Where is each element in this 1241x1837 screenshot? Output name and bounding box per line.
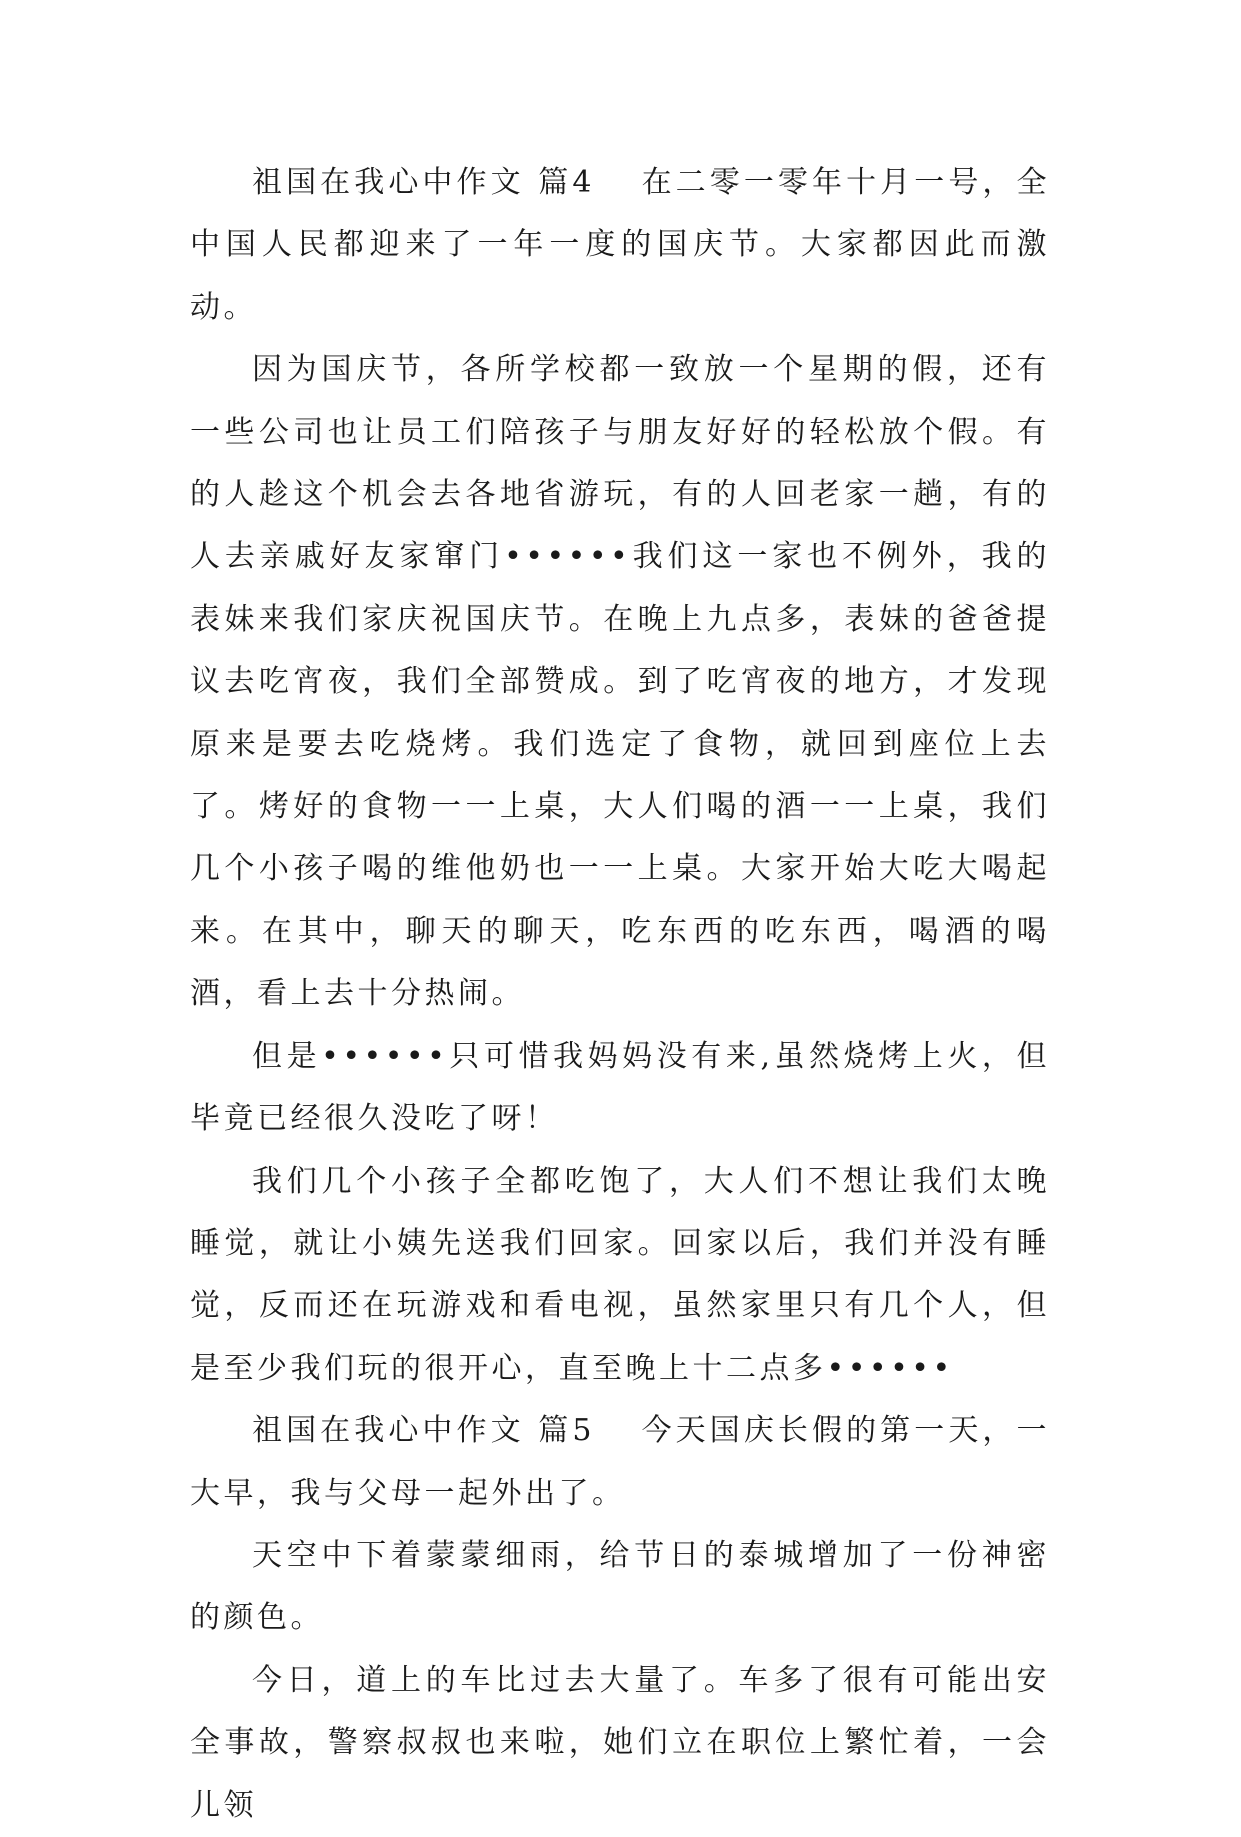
essay-heading-5: 祖国在我心中作文 篇5 [252, 1413, 595, 1449]
paragraph-text: 在二零一零年十月一号，全中国人民都迎来了一年一度的国庆节。大家都因此而激动。 [190, 165, 1051, 325]
paragraph-essay-5-intro [190, 1400, 1050, 1525]
essay-heading-4: 祖国在我心中作文 篇4 [252, 165, 595, 200]
paragraph: 但是••••••只可惜我妈妈没有来,虽然烧烤上火，但毕竟已经很久没吃了呀！ [190, 1038, 1050, 1137]
paragraph-essay-4-intro [190, 152, 1050, 339]
paragraph: 今日，道上的车比过去大量了。车多了很有可能出安全事故，警察叔叔也来啦，她们立在职位上繁忙着，一会儿领 [190, 1662, 1050, 1823]
paragraph: 天空中下着蒙蒙细雨，给节日的泰城增加了一份神密的颜色。 [190, 1537, 1050, 1636]
paragraph: 我们几个小孩子全都吃饱了，大人们不想让我们太晚睡觉，就让小姨先送我们回家。回家以后，我们并没有睡觉，反而还在玩游戏和看电视，虽然家里只有几个人，但是至少我们玩的很开心，直至晚上十二点多•••••• [190, 1163, 1050, 1386]
article-body [190, 152, 1050, 1837]
paragraph-text: 今天国庆长假的第一天，一大早，我与父母一起外出了。 [190, 1413, 1051, 1511]
paragraph: 因为国庆节，各所学校都一致放一个星期的假，还有一些公司也让员工们陪孩子与朋友好好的轻松放个假。有的人趁这个机会去各地省游玩，有的人回老家一趟，有的人去亲戚好友家窜门••••••我们这一家也不例外，我的表妹来我们家庆祝国庆节。在晚上九点多，表妹的爸爸提议去吃宵夜，我们全部赞成。到了吃宵夜的地方，才发现原来是要去吃烧烤。我们选定了食物，就回到座位上去了。烤好的食物一一上桌，大人们喝的酒一一上桌，我们几个小孩子喝的维他奶也一一上桌。大家开始大吃大喝起来。在其中，聊天的聊天，吃东西的吃东西，喝酒的喝酒，看上去十分热闹。 [190, 352, 1050, 1012]
